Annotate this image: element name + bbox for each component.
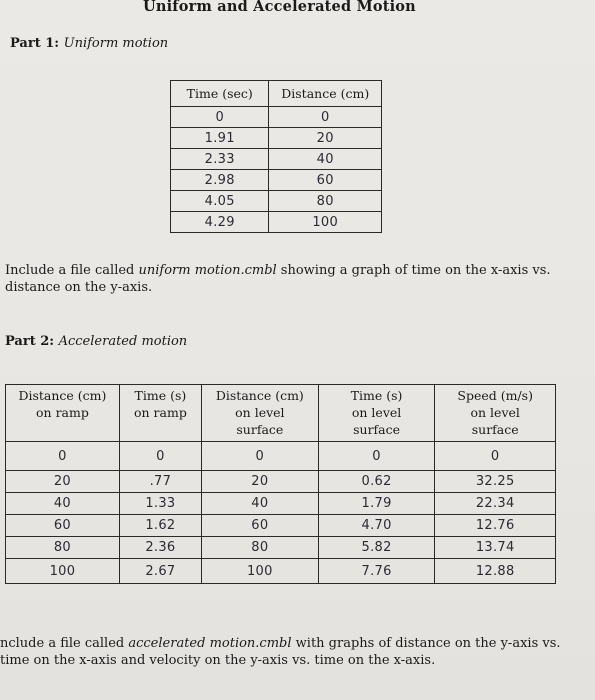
ramp-distance-cell: 20 — [6, 471, 120, 493]
part2-heading — [5, 334, 187, 349]
part1-instruction — [5, 262, 565, 296]
time-cell: 2.98 — [171, 170, 269, 191]
table-row — [6, 559, 556, 584]
distance-cell: 60 — [269, 170, 382, 191]
ramp-time-cell: 1.33 — [119, 493, 201, 515]
ramp-distance-cell: 80 — [6, 537, 120, 559]
speed-cell: 13.74 — [435, 537, 556, 559]
distance-cell: 40 — [269, 149, 382, 170]
part2-instruction — [0, 635, 575, 669]
ramp-distance-cell: 0 — [6, 442, 120, 471]
header-line: on level — [351, 405, 402, 420]
header-line: on ramp — [36, 405, 89, 420]
part1-name: Uniform motion — [63, 36, 169, 51]
header-line: surface — [353, 422, 401, 437]
table-row — [6, 471, 556, 493]
table-row — [6, 515, 556, 537]
time-cell: 4.29 — [171, 212, 269, 233]
part2-name: Accelerated motion — [58, 334, 188, 349]
ramp-distance-cell: 40 — [6, 493, 120, 515]
speed-cell: 12.88 — [435, 559, 556, 584]
header-line: surface — [471, 422, 519, 437]
level-time-cell: 0 — [318, 442, 435, 471]
header-time-level — [318, 385, 435, 442]
level-distance-cell: 60 — [201, 515, 318, 537]
uniform-filename: uniform motion.cmbl — [138, 263, 277, 278]
header-line: Distance (cm) — [18, 388, 107, 403]
speed-cell: 22.34 — [435, 493, 556, 515]
table-row — [171, 170, 382, 191]
ramp-time-cell: 1.62 — [119, 515, 201, 537]
accelerated-filename: accelerated motion.cmbl — [128, 636, 292, 651]
level-distance-cell: 20 — [201, 471, 318, 493]
header-line: on level — [235, 405, 285, 420]
table-row — [6, 537, 556, 559]
instruction-text: Include a file called — [5, 263, 139, 278]
ramp-time-cell: 2.67 — [119, 559, 201, 584]
part1-heading — [10, 36, 168, 51]
header-line: on level — [470, 405, 520, 420]
ramp-time-cell: .77 — [119, 471, 201, 493]
speed-cell: 0 — [435, 442, 556, 471]
header-line: Time (s) — [134, 388, 187, 403]
ramp-time-cell: 2.36 — [119, 537, 201, 559]
level-time-cell: 5.82 — [318, 537, 435, 559]
header-line: on ramp — [133, 405, 187, 420]
level-time-cell: 0.62 — [318, 471, 435, 493]
level-distance-cell: 80 — [201, 537, 318, 559]
part2-label: Part 2: — [5, 334, 55, 349]
time-cell: 0 — [171, 107, 269, 128]
ramp-time-cell: 0 — [119, 442, 201, 471]
part1-label: Part 1: — [10, 36, 60, 51]
level-time-cell: 1.79 — [318, 493, 435, 515]
header-distance-cm: Distance (cm) — [269, 81, 382, 107]
header-time-on-ramp — [119, 385, 201, 442]
ramp-distance-cell: 100 — [6, 559, 120, 584]
header-distance-on-ramp — [6, 385, 120, 442]
time-cell: 4.05 — [171, 191, 269, 212]
time-cell: 2.33 — [171, 149, 269, 170]
header-distance-level — [201, 385, 318, 442]
instruction-text: nclude a file called — [0, 636, 129, 651]
table-row — [171, 212, 382, 233]
accelerated-motion-table — [5, 384, 556, 584]
ramp-distance-cell: 60 — [6, 515, 120, 537]
header-speed-level — [435, 385, 556, 442]
speed-cell: 32.25 — [435, 471, 556, 493]
level-distance-cell: 40 — [201, 493, 318, 515]
uniform-motion-table — [170, 80, 382, 233]
speed-cell: 12.76 — [435, 515, 556, 537]
header-line: Distance (cm) — [215, 388, 304, 403]
instruction-text: with graphs of distance on the y-axis vs. time on the x-axis and velocity on the y-axis vs. time on the x-axis. — [0, 636, 561, 668]
header-line: surface — [236, 422, 284, 437]
instruction-text: showing a graph of time on the x-axis vs. distance on the y-axis. — [5, 263, 551, 295]
distance-cell: 0 — [269, 107, 382, 128]
distance-cell: 20 — [269, 128, 382, 149]
header-time-sec: Time (sec) — [171, 81, 269, 107]
header-line: Speed (m/s) — [457, 388, 533, 403]
table-row — [6, 493, 556, 515]
table-row — [171, 149, 382, 170]
level-time-cell: 7.76 — [318, 559, 435, 584]
distance-cell: 80 — [269, 191, 382, 212]
level-time-cell: 4.70 — [318, 515, 435, 537]
time-cell: 1.91 — [171, 128, 269, 149]
table-row — [171, 128, 382, 149]
distance-cell: 100 — [269, 212, 382, 233]
page-title: Uniform and Accelerated Motion — [143, 0, 416, 15]
table-row — [171, 107, 382, 128]
level-distance-cell: 100 — [201, 559, 318, 584]
level-distance-cell: 0 — [201, 442, 318, 471]
table-row — [171, 191, 382, 212]
table-row — [6, 442, 556, 471]
header-line: Time (s) — [350, 388, 403, 403]
